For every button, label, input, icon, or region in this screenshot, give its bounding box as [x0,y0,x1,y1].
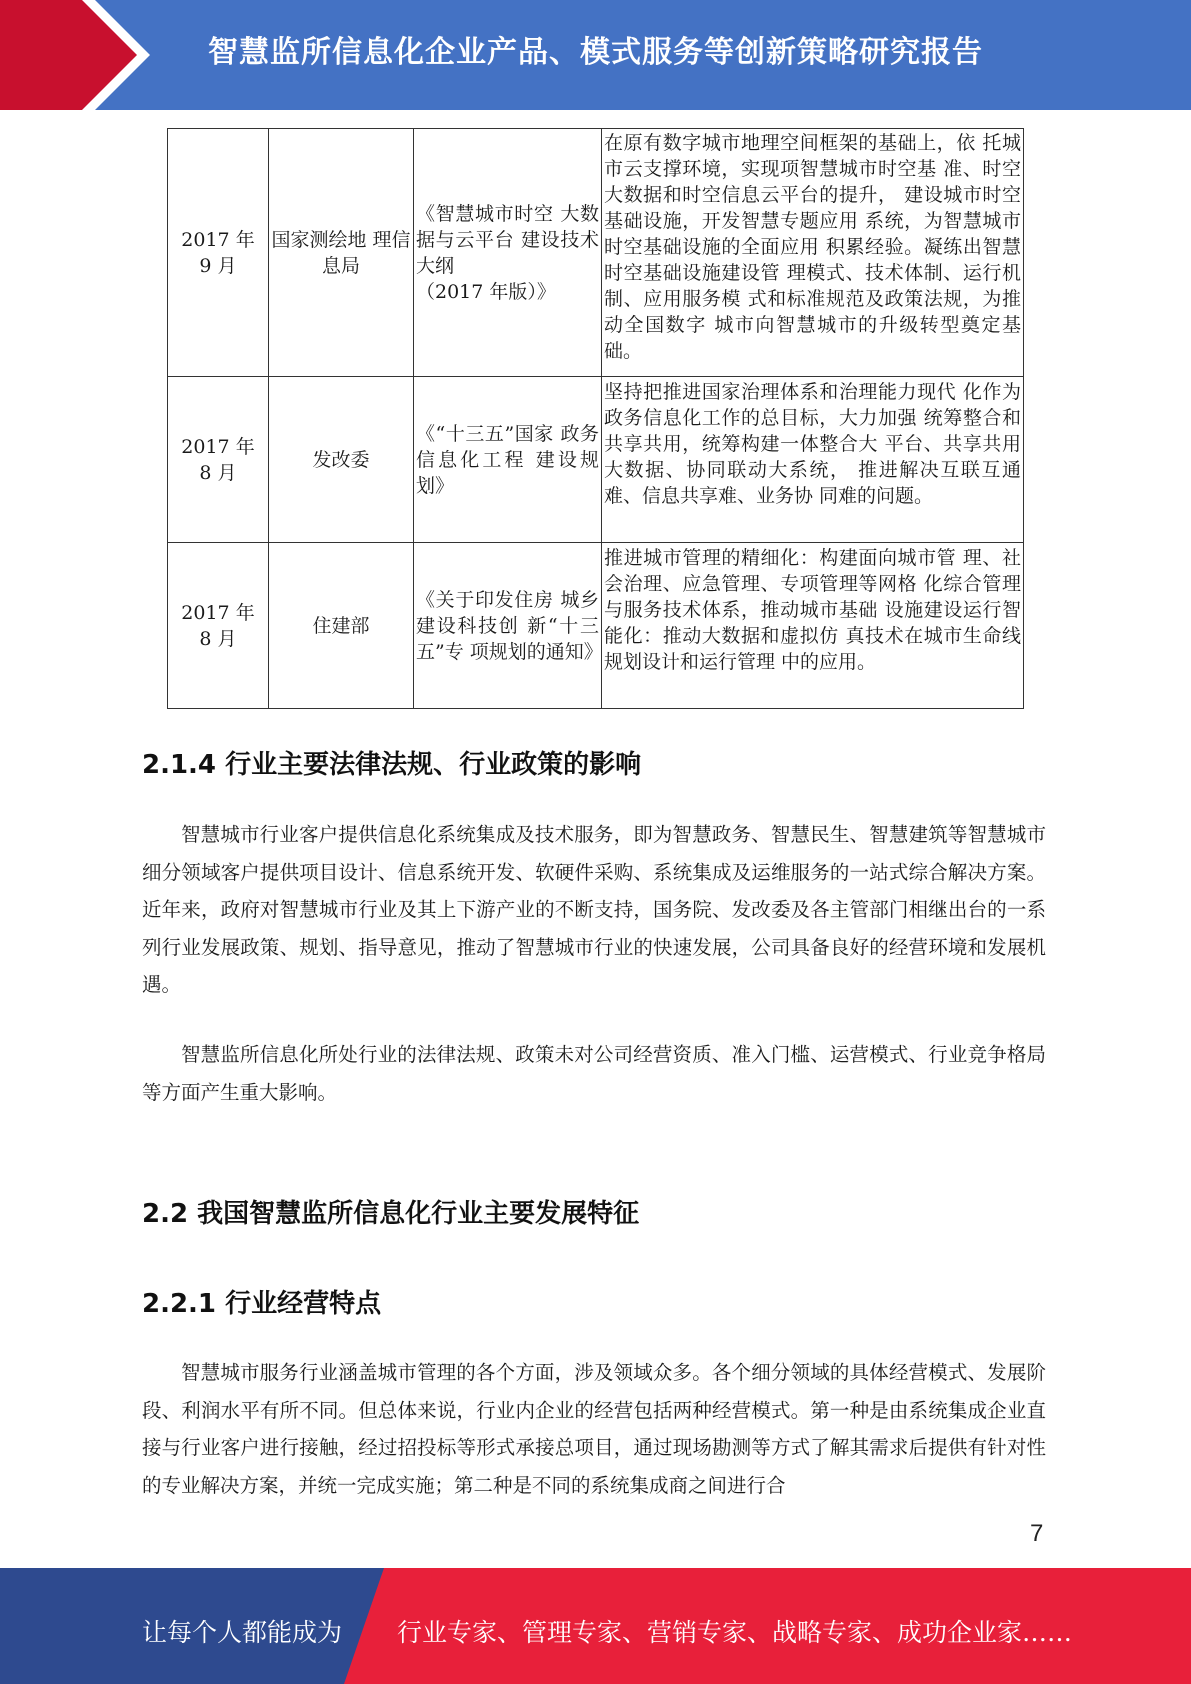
section-heading-2-2: 2.2 我国智慧监所信息化行业主要发展特征 [142,1199,640,1229]
doc-text: 《智慧城市时空 大数据与云平台 建设技术大纲 （2017 年版）》 [416,202,599,303]
table-row [168,377,1024,543]
page-header [0,0,1191,110]
paragraph: 智慧城市行业客户提供信息化系统集成及技术服务，即为智慧政务、智慧民生、智慧建筑等智慧城市细分领域客户提供项目设计、信息系统开发、软硬件采购、系统集成及运维服务的一站式综合解决方案。近年来，政府对智慧城市行业及其上下游产业的不断支持，国务院、发改委及各主管部门相继出台的一系列行业发展政策、规划、指导意见，推动了智慧城市行业的快速发展，公司具备良好的经营环境和发展机遇。 [142,823,1046,996]
table-cell-content: 推进城市管理的精细化：构建面向城市管 理、社会治理、应急管理、专项管理等网格 化综合管理与服务技术体系，推动城市基础 设施建设运行智能化：推动大数据和虚拟仿 真技术在城市生命线规划设计和运行管理 中的应用。 [602,543,1024,709]
footer-slogan-left: 让每个人都能成为 [142,1618,343,1647]
table-row [168,543,1024,709]
section-heading-2-1-4: 2.1.4 行业主要法律法规、行业政策的影响 [142,750,642,780]
policy-table [167,128,1024,709]
table-cell-date [168,543,269,709]
table-cell-doc: 《关于印发住房 城乡建设科技创 新“十三五”专 项规划的通知》 [414,543,602,709]
table-cell-date [168,377,269,543]
table-cell-doc [414,129,602,377]
date-text: 2017 年 9 月 [181,228,255,277]
table-cell-date [168,129,269,377]
footer-slogan-right: 行业专家、管理专家、营销专家、战略专家、成功企业家…… [397,1618,1073,1647]
page-footer [0,1568,1191,1684]
header-chevron-logo [0,0,160,110]
report-title: 智慧监所信息化企业产品、模式服务等创新策略研究报告 [208,35,983,70]
table-cell-content: 在原有数字城市地理空间框架的基础上，依 托城市云支撑环境，实现项智慧城市时空基 准、时空大数据和时空信息云平台的提升， 建设城市时空基础设施，开发智慧专题应用 系统，为智慧城市时空基础设施的全面应用 积累经验。凝练出智慧时空基础设施建设管 理模式、技术体制、运行机制、应用服务模 式和标准规范及政策法规，为推动全国数字 城市向智慧城市的升级转型奠定基础。 [602,129,1024,377]
table-cell-doc: 《“十三五”国家 政务信息化工程 建设规划》 [414,377,602,543]
paragraph: 智慧城市服务行业涵盖城市管理的各个方面，涉及领域众多。各个细分领域的具体经营模式、发展阶段、利润水平有所不同。但总体来说，行业内企业的经营包括两种经营模式。第一种是由系统集成企业直接与行业客户进行接触，经过招投标等形式承接总项目，通过现场勘测等方式了解其需求后提供有针对性的专业解决方案，并统一完成实施；第二种是不同的系统集成商之间进行合 [142,1361,1046,1497]
table-cell-dept: 国家测绘地 理信息局 [269,129,414,377]
page-number: 7 [1030,1520,1044,1547]
table-cell-content: 坚持把推进国家治理体系和治理能力现代 化作为政务信息化工作的总目标，大力加强 统筹整合和共享共用，统筹构建一体整合大 平台、共享共用大数据、协同联动大系统， 推进解决互联互通难、信息共享难、业务协 同难的问题。 [602,377,1024,543]
paragraph: 智慧监所信息化所处行业的法律法规、政策未对公司经营资质、准入门槛、运营模式、行业竞争格局等方面产生重大影响。 [142,1043,1046,1104]
table-cell-dept: 住建部 [269,543,414,709]
table-cell-dept: 发改委 [269,377,414,543]
section-heading-2-2-1: 2.2.1 行业经营特点 [142,1289,382,1319]
date-text: 2017 年 8 月 [181,601,255,650]
date-text: 2017 年 8 月 [181,435,255,484]
table-row [168,129,1024,377]
